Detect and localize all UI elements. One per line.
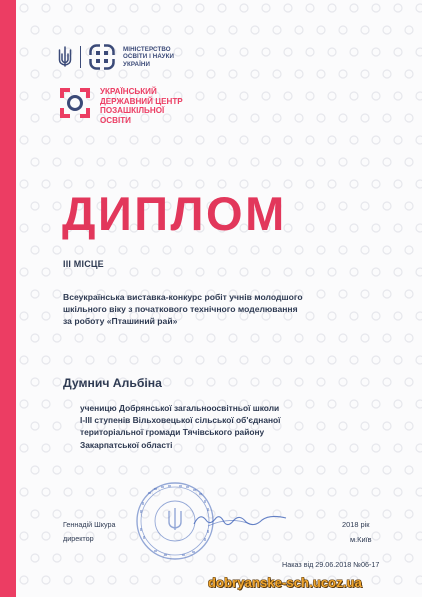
- award-line: за роботу «Пташиний рай»: [63, 316, 178, 327]
- school-line: Закарпатської області: [80, 439, 173, 450]
- ministry-header: [58, 42, 174, 72]
- centre-header: [58, 86, 183, 125]
- ministry-name: [123, 46, 174, 68]
- centre-logo-icon: [58, 86, 92, 120]
- place-label: ІІІ МІСЦЕ: [63, 259, 104, 269]
- centre-name-line: УКРАЇНСЬКИЙ: [100, 87, 157, 96]
- recipient-name: Думнич Альбіна: [63, 376, 162, 390]
- diploma-city: м.Київ: [350, 535, 372, 544]
- signer-role: директор: [63, 534, 94, 543]
- ministry-name-line: ОСВІТИ І НАУКИ: [123, 53, 175, 61]
- centre-name: [100, 87, 183, 125]
- school-description: [80, 402, 380, 451]
- signer-name: Геннадій Шкура: [63, 520, 116, 529]
- director-signature: [190, 508, 290, 532]
- site-watermark: dobryanske-sch.ucoz.ua: [208, 575, 362, 590]
- header-divider: [80, 46, 81, 68]
- ministry-name-line: УКРАЇНИ: [123, 60, 150, 68]
- diploma-title: ДИПЛОМ: [62, 187, 287, 240]
- centre-name-line: ДЕРЖАВНИЙ ЦЕНТР: [100, 96, 183, 106]
- school-line: територіальної громади Тячівського району: [80, 427, 265, 438]
- award-description: [63, 291, 383, 328]
- ministry-name-line: МІНІСТЕРСТВО: [123, 46, 171, 54]
- mon-logo-icon: [89, 44, 115, 70]
- award-line: шкільного віку з початкового технічного моделювання: [63, 304, 298, 315]
- centre-name-line: ПОЗАШКІЛЬНОЇ: [100, 106, 165, 116]
- school-line: ученицю Добрянської загальноосвітньої школи: [80, 403, 280, 413]
- school-line: І-ІІІ ступенів Вільховецької сільської об'єднаної: [80, 415, 281, 426]
- centre-name-line: ОСВІТИ: [100, 115, 131, 125]
- diploma-year: 2018 рік: [342, 520, 370, 529]
- award-line: Всеукраїнська виставка-конкурс робіт учнів молодшого: [63, 292, 303, 302]
- order-reference: Наказ від 29.06.2018 №06-17: [282, 560, 380, 569]
- trident-icon: [58, 46, 72, 68]
